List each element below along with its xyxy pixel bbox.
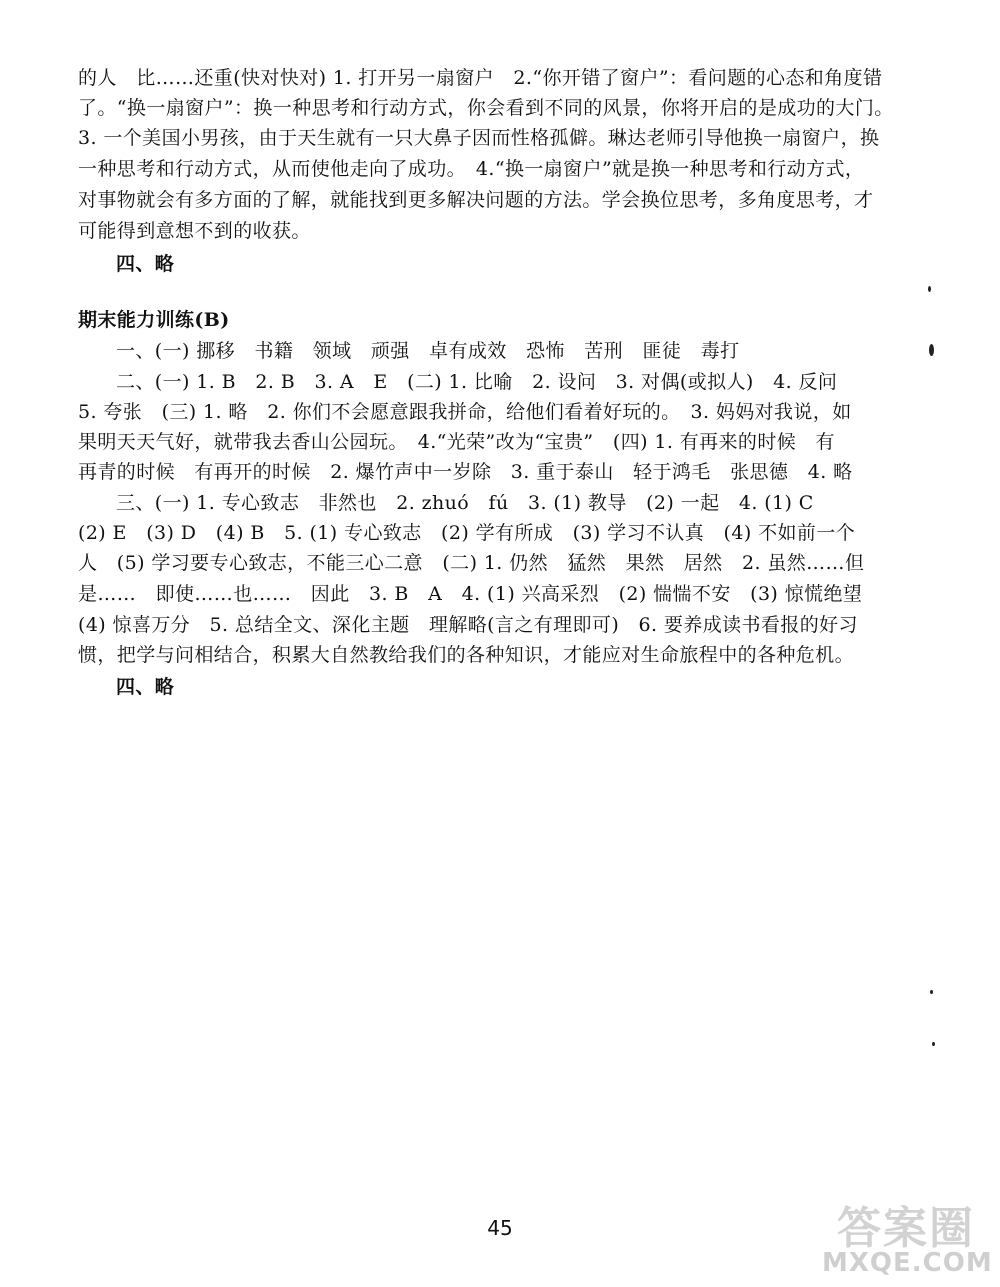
part-three-line: 是…… 即使……也…… 因此 3. B A 4. (1) 兴高采烈 (2) 惴惴不安 (3) 惊慌绝望: [78, 583, 863, 605]
scan-mark: [928, 286, 931, 292]
page-number: 45: [487, 1216, 513, 1240]
scan-mark: [930, 990, 933, 994]
text-line: 的人 比……还重(快对快对) 1. 打开另一扇窗户 2.“你开错了窗户”：看问题的心态和角度错: [78, 67, 883, 89]
part-two-line: 二、(一) 1. B 2. B 3. A E (二) 1. 比喻 2. 设问 3. 对偶(或拟人) 4. 反问: [116, 371, 838, 393]
scan-mark: [932, 1042, 935, 1046]
part-one-answers: 一、(一) 挪移 书籍 领域 顽强 卓有成效 恐怖 苦刑 匪徒 毒打: [116, 340, 740, 362]
watermark-url: MXQE.COM: [822, 1248, 993, 1278]
part-three-line: 三、(一) 1. 专心致志 非然也 2. zhuó fú 3. (1) 教导 (2) 一起 4. (1) C: [116, 492, 814, 514]
text-line: 对事物就会有多方面的了解，就能找到更多解决问题的方法。学会换位思考，多角度思考，才: [78, 189, 874, 211]
watermark-logo: [822, 1192, 993, 1282]
part-three-line: (2) E (3) D (4) B 5. (1) 专心致志 (2) 学有所成 (3) 学习不认真 (4) 不如前一个: [78, 522, 856, 544]
part-three-line: 惯，把学与问相结合，积累大自然教给我们的各种知识，才能应对生命旅程中的各种危机。: [78, 644, 855, 666]
part-four-label: 四、略: [116, 676, 175, 698]
text-line: 3. 一个美国小男孩，由于天生就有一只大鼻子因而性格孤僻。琳达老师引导他换一扇窗户，换: [78, 127, 880, 149]
section-heading: 期末能力训练(B): [78, 309, 230, 331]
text-line: 一种思考和行动方式，从而使他走向了成功。 4.“换一扇窗户”就是换一种思考和行动方式，: [78, 158, 865, 180]
text-line: 了。“换一扇窗户”：换一种思考和行动方式，你会看到不同的风景，你将开启的是成功的大门。: [78, 97, 894, 119]
part-two-line: 5. 夸张 (三) 1. 略 2. 你们不会愿意跟我拼命，给他们看着好玩的。 3. 妈妈对我说，如: [78, 401, 852, 423]
watermark-title: 答案圈: [837, 1203, 975, 1254]
part-two-line: 再青的时候 有再开的时候 2. 爆竹声中一岁除 3. 重于泰山 轻于鸿毛 张思德 4. 略: [78, 461, 853, 483]
scan-mark: [929, 344, 934, 356]
section-four-label: 四、略: [116, 253, 175, 275]
part-three-line: (4) 惊喜万分 5. 总结全文、深化主题 理解略(言之有理即可) 6. 要养成读书看报的好习: [78, 614, 858, 636]
text-line: 可能得到意想不到的收获。: [78, 220, 311, 242]
part-three-line: 人 (5) 学习要专心致志，不能三心二意 (二) 1. 仍然 猛然 果然 居然 2. 虽然……但: [78, 552, 865, 574]
part-two-line: 果明天天气好，就带我去香山公园玩。 4.“光荣”改为“宝贵” (四) 1. 有再来的时候 有: [78, 431, 835, 453]
